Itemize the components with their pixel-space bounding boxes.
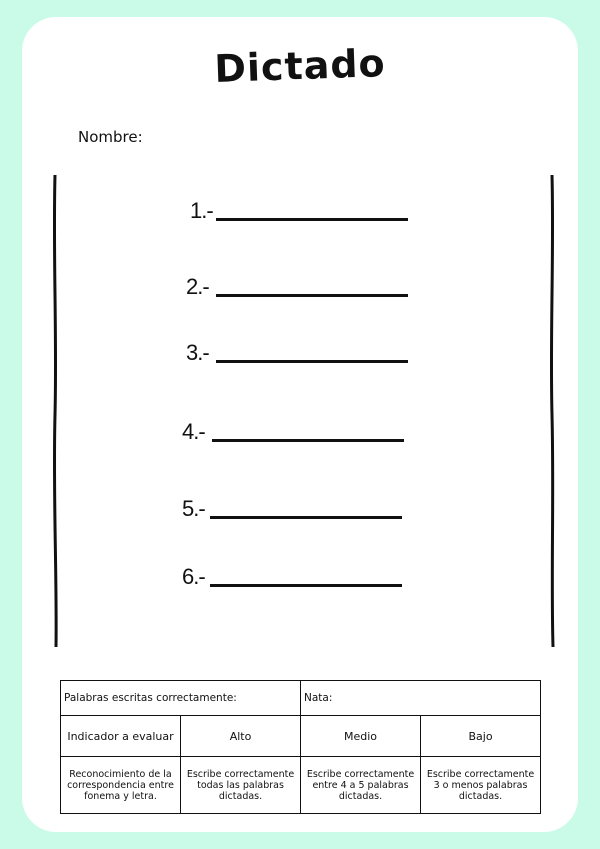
criteria-low: Escribe correctamente 3 o menos palabras dictadas. [421, 757, 541, 814]
criteria-high: Escribe correctamente todas las palabras dictadas. [181, 757, 301, 814]
dictation-line-5[interactable] [182, 492, 404, 522]
header-high: Alto [181, 716, 301, 757]
dictation-line-2[interactable] [186, 270, 410, 300]
worksheet-title: Dictado [213, 41, 387, 91]
dictation-line-1[interactable] [190, 194, 410, 224]
dictation-number: 3.- [186, 340, 209, 365]
words-correct-cell[interactable]: Palabras escritas correctamente: [61, 681, 301, 716]
rubric-criteria-row [61, 757, 541, 814]
dictation-number: 1.- [190, 198, 213, 223]
dictation-line-3[interactable] [186, 336, 410, 366]
answer-line [216, 294, 408, 297]
criteria-indicator: Reconocimiento de la correspondencia entre fonema y letra. [61, 757, 181, 814]
answer-line [216, 218, 408, 221]
answer-line [210, 584, 402, 587]
left-border-line [50, 175, 62, 647]
score-row [61, 681, 541, 716]
grade-cell[interactable]: Nata: [301, 681, 541, 716]
evaluation-rubric-table [60, 680, 541, 814]
dictation-line-6[interactable] [182, 560, 404, 590]
rubric-header-row [61, 716, 541, 757]
dictation-number: 2.- [186, 274, 209, 299]
header-indicator: Indicador a evaluar [61, 716, 181, 757]
answer-line [216, 360, 408, 363]
criteria-medium: Escribe correctamente entre 4 a 5 palabras dictadas. [301, 757, 421, 814]
right-border-line [546, 175, 558, 647]
name-field-label: Nombre: [78, 128, 143, 146]
header-medium: Medio [301, 716, 421, 757]
dictation-line-4[interactable] [182, 415, 406, 445]
dictation-number: 5.- [182, 496, 205, 521]
dictation-number: 4.- [182, 419, 205, 444]
dictation-number: 6.- [182, 564, 205, 589]
header-low: Bajo [421, 716, 541, 757]
answer-line [212, 439, 404, 442]
answer-line [210, 516, 402, 519]
